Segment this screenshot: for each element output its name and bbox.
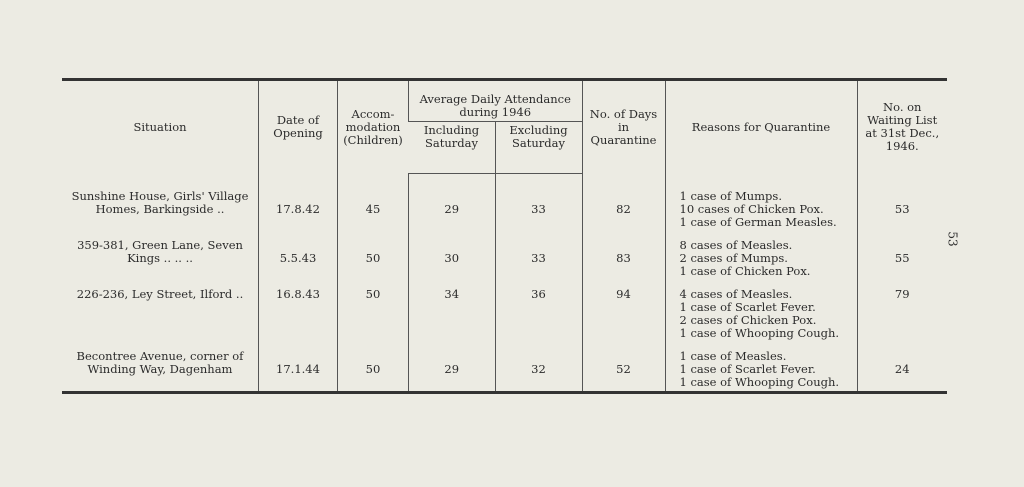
reason-line: 1 case of Whooping Cough. [679,374,840,389]
reason-line: 1 case of Chicken Pox. [679,263,811,278]
header-accommodation: Accom-modation (Children) [338,80,409,174]
reasons-cell [665,350,857,393]
days-cell: 94 [582,288,665,340]
date-cell: 16.8.43 [259,288,338,340]
table-row [62,239,947,278]
date-cell: 5.5.43 [259,239,338,278]
reason-line: 1 case of Scarlet Fever. [679,361,816,376]
header-days-in-quarantine: No. of Days in Quarantine [582,80,665,174]
reasons-cell [665,288,857,340]
situation-line-2: Kings .. .. .. [127,250,193,265]
accommodation-cell: 45 [338,190,409,229]
header-waiting-list: No. on Waiting List at 31st Dec., 1946. [857,80,947,174]
situation-line-2: Homes, Barkingside .. [95,201,225,216]
header-reasons: Reasons for Quarantine [665,80,857,174]
date-cell: 17.1.44 [259,350,338,393]
excluding-cell: 33 [495,239,582,278]
reason-line: 4 cases of Measles. [679,286,793,301]
reason-line: 1 case of Mumps. [679,188,782,203]
waiting-cell: 79 [857,288,947,340]
accommodation-cell: 50 [338,288,409,340]
header-average-attendance: Average Daily Attendance during 1946 [409,80,583,122]
reason-line: 1 case of Scarlet Fever. [679,299,816,314]
situation-line-1: Becontree Avenue, corner of [76,348,244,363]
table-row [62,190,947,229]
reason-line: 8 cases of Measles. [679,237,793,252]
excluding-cell: 33 [495,190,582,229]
including-cell: 29 [409,350,496,393]
accommodation-cell: 50 [338,239,409,278]
including-cell: 30 [409,239,496,278]
reason-line: 2 cases of Mumps. [679,250,788,265]
header-excluding-saturday: Excluding Saturday [495,122,582,174]
reasons-cell [665,190,857,229]
reasons-cell [665,239,857,278]
waiting-cell: 53 [857,190,947,229]
situation-line-1: Sunshine House, Girls' Village [71,188,249,203]
situation-line-1: 359-381, Green Lane, Seven [77,237,243,252]
excluding-cell: 36 [495,288,582,340]
waiting-cell: 24 [857,350,947,393]
table-row [62,350,947,393]
including-cell: 29 [409,190,496,229]
including-cell: 34 [409,288,496,340]
situation-line-1: 226-236, Ley Street, Ilford .. [76,286,244,301]
reason-line: 10 cases of Chicken Pox. [679,201,824,216]
reason-line: 1 case of Measles. [679,348,787,363]
quarantine-table [62,78,947,394]
reason-line: 1 case of German Measles. [679,214,837,229]
header-including-saturday: Including Saturday [409,122,496,174]
days-cell: 52 [582,350,665,393]
header-situation: Situation [62,80,259,174]
days-cell: 83 [582,239,665,278]
date-cell: 17.8.42 [259,190,338,229]
days-cell: 82 [582,190,665,229]
header-date-of-opening: Date of Opening [259,80,338,174]
waiting-cell: 55 [857,239,947,278]
reason-line: 1 case of Whooping Cough. [679,325,840,340]
page-number: 53 [945,231,960,247]
table-row [62,288,947,340]
situation-line-2: Winding Way, Dagenham [87,361,233,376]
accommodation-cell: 50 [338,350,409,393]
excluding-cell: 32 [495,350,582,393]
reason-line: 2 cases of Chicken Pox. [679,312,817,327]
